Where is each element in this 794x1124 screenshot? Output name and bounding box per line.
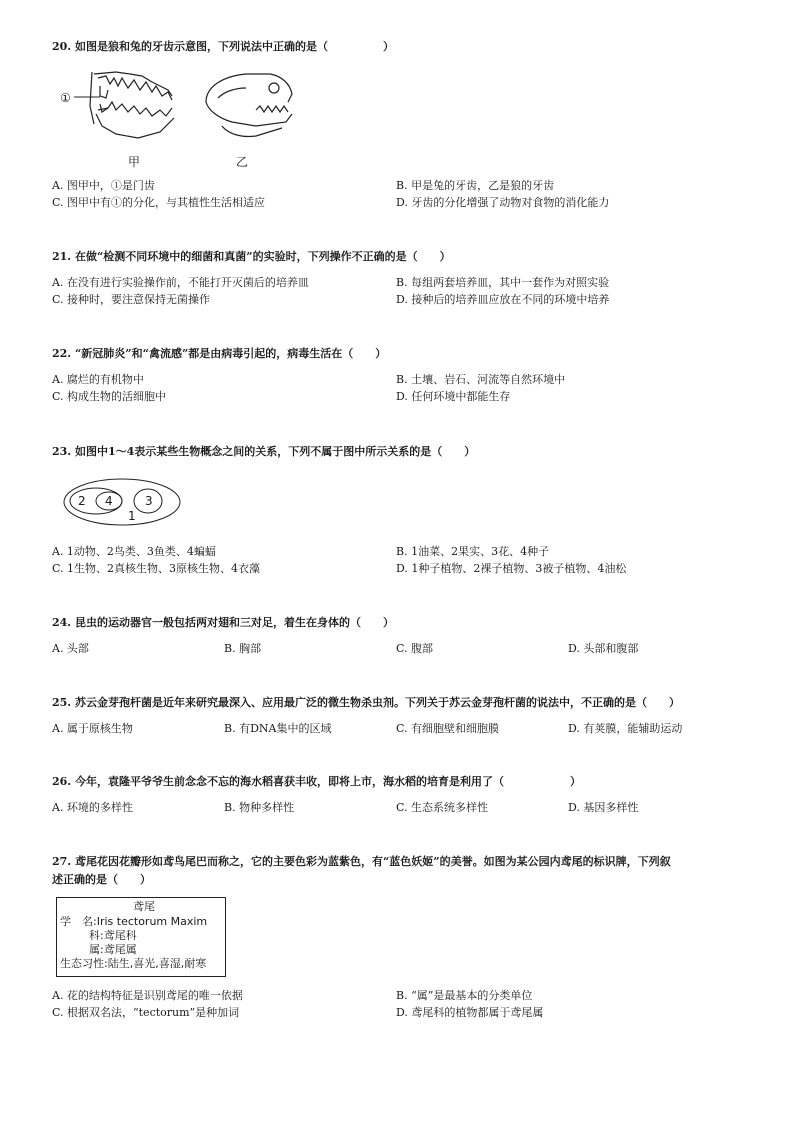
q22-option-a[interactable]: A. 腐烂的有机物中 <box>52 373 144 386</box>
diagram-label-2: 2 <box>78 494 86 508</box>
card-row-family: 科:鸢尾科 <box>89 929 137 942</box>
q21-option-c[interactable]: C. 接种时，要注意保持无菌操作 <box>52 293 211 306</box>
q20-option-b[interactable]: B. 甲是兔的牙齿，乙是狼的牙齿 <box>396 179 555 192</box>
question-22-stem: 22. “新冠肺炎”和“禽流感”都是由病毒引起的，病毒生活在（ ） <box>52 347 387 360</box>
q25-option-a[interactable]: A. 属于原核生物 <box>52 722 133 735</box>
q23-option-c[interactable]: C. 1生物、2真核生物、3原核生物、4衣藻 <box>52 562 261 575</box>
q26-option-d[interactable]: D. 基因多样性 <box>568 801 639 814</box>
q24-option-c[interactable]: C. 腹部 <box>396 642 434 655</box>
q24-option-b[interactable]: B. 胸部 <box>224 642 262 655</box>
card-row-habit: 生态习性:陆生,喜光,喜湿,耐寒 <box>60 957 207 970</box>
q21-option-d[interactable]: D. 接种后的培养皿应放在不同的环境中培养 <box>396 293 610 306</box>
q20-option-c[interactable]: C. 图甲中有①的分化，与其植性生活相适应 <box>52 196 266 209</box>
jaw-jia-drawing <box>90 72 174 138</box>
diagram-label-4: 4 <box>105 494 113 508</box>
q26-option-c[interactable]: C. 生态系统多样性 <box>396 801 489 814</box>
question-21-stem: 21. 在做“检测不同环境中的细菌和真菌”的实验时，下列操作不正确的是（ ） <box>52 250 451 263</box>
q22-option-b[interactable]: B. 土壤、岩石、河流等自然环境中 <box>396 373 566 386</box>
q26-option-b[interactable]: B. 物种多样性 <box>224 801 295 814</box>
q23-option-a[interactable]: A. 1动物、2鸟类、3鱼类、4蝙蝠 <box>52 545 216 558</box>
diagram-label-1: 1 <box>128 509 136 523</box>
q25-option-b[interactable]: B. 有DNA集中的区域 <box>224 722 332 735</box>
label-yi: 乙 <box>236 155 249 169</box>
q27-option-d[interactable]: D. 鸢尾科的植物都属于鸢尾属 <box>396 1006 544 1019</box>
question-27-stem-line1: 27. 鸢尾花因花瓣形如鸢鸟尾巴而称之，它的主要色彩为蓝紫色，有“蓝色妖姬”的美誉。如图为某公园内鸢尾的标识牌，下列叙 <box>52 855 671 868</box>
question-23-stem: 23. 如图中1～4表示某些生物概念之间的关系，下列不属于图中所示关系的是（ ） <box>52 445 476 458</box>
question-26-stem: 26. 今年，袁隆平爷爷生前念念不忘的海水稻喜获丰收，即将上市，海水稻的培育是利用了（ ） <box>52 775 581 788</box>
q20-option-d[interactable]: D. 牙齿的分化增强了动物对食物的消化能力 <box>396 196 610 209</box>
label-jia: 甲 <box>128 155 141 169</box>
tooth-marker-1: ① <box>60 91 71 105</box>
q24-option-a[interactable]: A. 头部 <box>52 642 89 655</box>
q23-option-b[interactable]: B. 1油菜、2果实、3花、4种子 <box>396 545 550 558</box>
q25-option-c[interactable]: C. 有细胞壁和细胞膜 <box>396 722 500 735</box>
card-row-genus: 属:鸢尾属 <box>89 943 137 956</box>
diagram-label-3: 3 <box>145 494 153 508</box>
card-row-scientific-name: 学 名:Iris tectorum Maxim <box>60 915 208 928</box>
q24-option-d[interactable]: D. 头部和腹部 <box>568 642 639 655</box>
skull-yi-drawing <box>206 74 292 137</box>
q26-option-a[interactable]: A. 环境的多样性 <box>52 801 133 814</box>
iris-label-card <box>56 897 226 977</box>
question-20-stem: 20. 如图是狼和兔的牙齿示意图，下列说法中正确的是（ ） <box>52 40 394 53</box>
q25-option-d[interactable]: D. 有荚膜，能辅助运动 <box>568 722 683 735</box>
q27-option-a[interactable]: A. 花的结构特征是识别鸢尾的唯一依据 <box>52 989 243 1002</box>
q27-option-b[interactable]: B. “属”是最基本的分类单位 <box>396 989 533 1002</box>
q27-option-c[interactable]: C. 根据双名法，“tectorum”是种加词 <box>52 1006 240 1019</box>
q20-option-a[interactable]: A. 图甲中，①是门齿 <box>52 179 155 192</box>
question-27-stem-line2: 述正确的是（ ） <box>52 873 151 886</box>
q22-option-c[interactable]: C. 构成生物的活细胞中 <box>52 390 167 403</box>
teeth-diagram <box>56 66 316 146</box>
q21-option-b[interactable]: B. 每组两套培养皿，其中一套作为对照实验 <box>396 276 610 289</box>
q22-option-d[interactable]: D. 任何环境中都能生存 <box>396 390 511 403</box>
question-24-stem: 24. 昆虫的运动器官一般包括两对翅和三对足，着生在身体的（ ） <box>52 616 394 629</box>
card-title: 鸢尾 <box>133 900 155 913</box>
q21-option-a[interactable]: A. 在没有进行实验操作前，不能打开灭菌后的培养皿 <box>52 276 309 289</box>
q23-option-d[interactable]: D. 1种子植物、2裸子植物、3被子植物、4油松 <box>396 562 627 575</box>
question-25-stem: 25. 苏云金芽孢杆菌是近年来研究最深入、应用最广泛的微生物杀虫剂。下列关于苏云金芽孢杆菌的说法中，不正确的是（ ） <box>52 696 680 709</box>
